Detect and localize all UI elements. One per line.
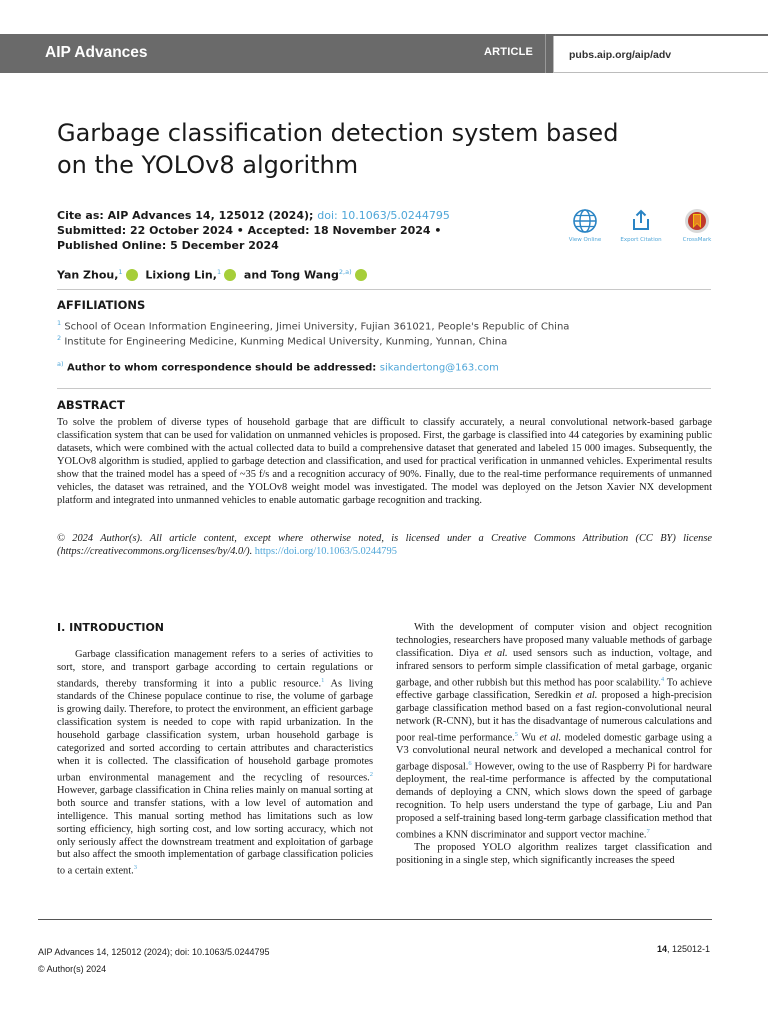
journal-name[interactable]: AIP Advances	[45, 44, 148, 61]
crossmark-button[interactable]	[672, 208, 722, 243]
correspondence-note	[57, 360, 499, 373]
page-volume: 14	[656, 944, 667, 954]
footer-copyright: © Author(s) 2024	[38, 964, 107, 974]
intro-paragraph	[396, 842, 712, 868]
article-type-label: ARTICLE	[484, 46, 534, 58]
affiliation-2	[57, 334, 507, 347]
article-title	[57, 117, 697, 181]
reference-link[interactable]: 5	[514, 730, 518, 738]
text-run: Garbage classification management refers to a series of activities to sort, store, and transport garbage according to certain regulations or standards, thereby transforming it into a public resource.	[57, 648, 373, 690]
license-text: © 2024 Author(s). All article content, except where otherwise noted, is licensed under a Creative Commons Attribution (CC BY) license (https://creativecommons.org/licenses/by/4.0/).	[57, 533, 712, 557]
intro-paragraph	[396, 622, 712, 842]
cite-prefix: Cite as: AIP Advances 14, 125012 (2024);	[57, 209, 314, 222]
export-citation-button[interactable]	[616, 208, 666, 243]
orcid-icon[interactable]	[355, 269, 367, 281]
author-affiliation-ref: 2,a)	[338, 268, 352, 276]
text-run: To achieve effective garbage classification, Seredkin	[396, 677, 712, 701]
author-affiliation-ref: 1	[216, 268, 222, 276]
text-run: As living standards of the Chinese populace continue to rise, the volume of garbage is growing daily. Therefore, to protect the environment, an efficient garbage classification system is needed to cope with rapid urbanization. In the household garbage classification system, urban household garbage is categorized and sorted according to certain attributes and characteristics when it is collected. The classification of household garbage promotes urban environmental management and the recycling of resources.	[57, 678, 373, 783]
reference-link[interactable]: 4	[660, 675, 665, 683]
text-run: used sensors such as induction, voltage, and infrared sensors to perform simple classification of metal garbage, organic garbage, and other rubbish but this method has poor scalability.	[396, 647, 712, 689]
globe-icon	[572, 208, 598, 234]
text-run: modeled domestic garbage using a V3 convolutional neural network and developed a mechanical control for garbage disposal.	[396, 732, 712, 773]
affiliation-number: 2	[57, 334, 62, 342]
article-title-line1: Garbage classification detection system based	[57, 119, 619, 147]
reference-link[interactable]: 6	[468, 760, 472, 767]
article-actions	[560, 208, 720, 248]
text-run: proposed a high-precision garbage classification method based on a fast region-convolutional neural network (R-CNN), but it has the disadvantage of numerous calculations and poor real-time performance.	[396, 690, 712, 744]
text-run: With the development of computer vision and object recognition technologies, researchers have proposed many valuable methods of garbage classification. Diya	[396, 622, 712, 659]
author-name[interactable]: Lixiong Lin,	[145, 268, 217, 282]
footer-citation	[38, 944, 270, 978]
text-run: The proposed YOLO algorithm realizes target classification and positioning in a single step, which significantly increases the speed	[396, 842, 712, 867]
affiliations-heading: AFFILIATIONS	[57, 298, 146, 312]
intro-left-column	[57, 622, 373, 879]
doi-url-link[interactable]: https://doi.org/10.1063/5.0244795	[254, 546, 397, 557]
introduction-heading: I. INTRODUCTION	[57, 621, 165, 634]
dates-line1: Submitted: 22 October 2024 • Accepted: 18 November 2024 •	[57, 224, 442, 237]
correspondence-email[interactable]: sikandertong@163.com	[379, 362, 499, 374]
orcid-icon[interactable]	[224, 269, 236, 281]
footer-divider	[38, 919, 712, 920]
page-number	[657, 944, 710, 954]
dates-line2: Published Online: 5 December 2024	[57, 239, 279, 252]
text-run: However, garbage classification in China relies mainly on manual sorting at both source and transfer stations, with a low level of automation and intelligence. This manual sorting method has limitations such as low sorting efficiency, high sorting cost, and low sorting accuracy, which not only seriously affect the downstream treatment and exploitation of garbage but also affect the smooth implementation of garbage classification policies to a certain extent.	[57, 784, 373, 877]
journal-url-box[interactable]	[553, 36, 768, 73]
license-statement	[57, 532, 712, 558]
view-online-button[interactable]	[560, 208, 610, 243]
text-run: Wu	[521, 732, 536, 744]
reference-link[interactable]: 2	[369, 770, 373, 778]
divider	[57, 388, 711, 389]
export-icon	[628, 208, 654, 234]
header-divider	[545, 34, 546, 73]
et-al: et al.	[575, 690, 598, 701]
intro-right-column	[396, 622, 712, 868]
abstract-heading: ABSTRACT	[57, 398, 125, 412]
crossmark-label: CrossMark	[682, 237, 712, 243]
divider	[57, 289, 711, 290]
doi-link[interactable]: doi: 10.1063/5.0244795	[317, 209, 450, 222]
article-title-line2: on the YOLOv8 algorithm	[57, 151, 359, 179]
abstract-text: To solve the problem of diverse types of household garbage that are difficult to classify accurately, a neural convolutional network-based garbage classification system that can be used for validation on unmanned vehicles is proposed. First, the garbage is classified into 44 categories by examining public datasets, which were combined with the actual collected data to build a comprehensive dataset that generated and labeled 15 000 images. Subsequently, the YOLOv8 algorithm is studied, applied to garbage detection and classification, and used for practical verification in unmanned vehicles. Experimental results show that the trained model has a speed of ~35 f/s and a recognition accuracy of 90%. Finally, due to the real-time performance requirements of unmanned vehicles, the dataset was retrained, and the YOLOv8 weight model was investigated. The model was deployed on the Jetson Xavier NX development platform and integrated into unmanned vehicles to enable automatic garbage recognition and tracking.	[57, 417, 712, 506]
reference-link[interactable]: 3	[133, 864, 137, 872]
citation-block	[57, 208, 557, 253]
reference-link[interactable]: 7	[646, 828, 650, 835]
author-list	[57, 268, 371, 282]
footer-cite-line: AIP Advances 14, 125012 (2024); doi: 10.1063/5.0244795	[38, 947, 270, 957]
view-online-label: View Online	[568, 237, 602, 243]
text-run: However, owing to the use of Raspberry Pi for hardware deployment, the real-time performance is affected by the computational demands of deploying a CNN, which slows down the speed of garbage recognition. To help users understand the type of garbage, Liu and Pan proposed a self-training based long-term garbage classification method that combines a KNN discriminator and support vector machine.	[396, 761, 712, 841]
affiliation-text: Institute for Engineering Medicine, Kunming Medical University, Kunming, Yunnan, China	[64, 336, 508, 348]
affiliation-number: 1	[57, 319, 62, 327]
et-al: et al.	[484, 647, 508, 659]
intro-paragraph	[57, 649, 373, 879]
affiliation-text: School of Ocean Information Engineering, Jimei University, Fujian 361021, People's Republic of China	[64, 321, 570, 333]
reference-link[interactable]: 1	[321, 676, 325, 684]
author-name[interactable]: and Tong Wang	[243, 268, 339, 282]
correspondence-label: Author to whom correspondence should be addressed:	[67, 362, 377, 374]
journal-url[interactable]: pubs.aip.org/aip/adv	[569, 49, 672, 61]
et-al: et al.	[539, 732, 562, 744]
author-affiliation-ref: 1	[118, 268, 123, 276]
affiliation-1	[57, 319, 569, 332]
crossmark-icon	[684, 208, 710, 234]
correspondence-marker: a)	[57, 360, 64, 368]
page-id: , 125012-1	[666, 944, 710, 954]
author-name[interactable]: Yan Zhou,	[57, 268, 119, 282]
orcid-icon[interactable]	[126, 269, 138, 281]
export-citation-label: Export Citation	[620, 237, 662, 243]
